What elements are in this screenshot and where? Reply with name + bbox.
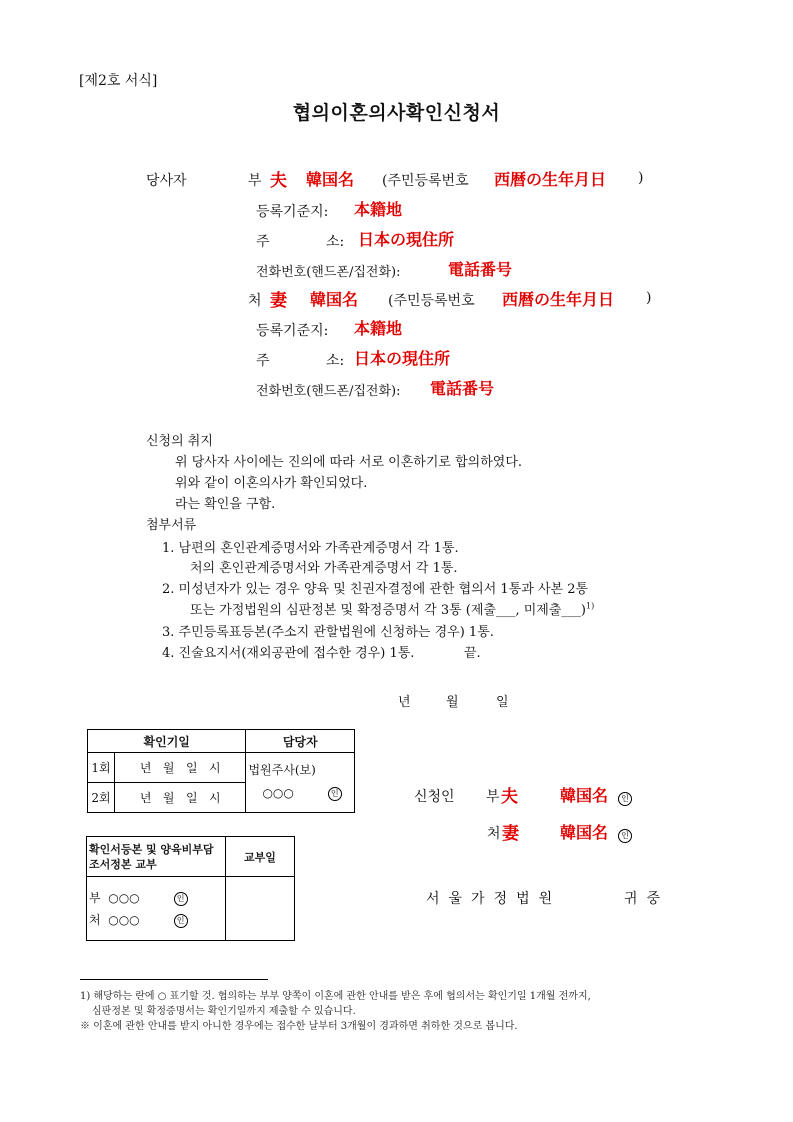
seal-icon: 인 <box>328 787 342 801</box>
wife-addr-label-2: 소: <box>326 353 345 369</box>
confirm-staff-cell <box>246 753 355 813</box>
issue-header-left: 확인서등본 및 양육비부담조서정본 교부 <box>87 837 226 877</box>
husband-phone-value: 電話番号 <box>448 260 513 279</box>
confirm-table <box>87 729 355 813</box>
husband-id-prefix: (주민등록번호 <box>382 173 469 189</box>
applicant-wife-kanji: 妻 <box>502 824 519 844</box>
husband-addr-label-2: 소: <box>326 234 345 250</box>
footnote-1-line-2: 심판정본 및 확정증명서는 확인기일까지 제출할 수 있습니다. <box>92 1006 356 1017</box>
confirm-row-2-no: 2회 <box>88 783 115 813</box>
wife-addr-label-1: 주 <box>256 353 270 369</box>
wife-phone-label: 전화번호(핸드폰/집전화): <box>256 384 401 399</box>
husband-phone-label: 전화번호(핸드폰/집전화): <box>256 265 401 280</box>
seal-icon: 인 <box>618 829 632 843</box>
parties-label: 당사자 <box>146 173 187 189</box>
husband-id-suffix: ) <box>638 170 644 186</box>
applicant-husband-name: 韓国名 <box>560 786 609 805</box>
applicant-label: 신청인 <box>414 789 455 805</box>
attachment-item-2: 2. 미성년자가 있는 경우 양육 및 친권자결정에 관한 협의서 1통과 사본 2통 <box>162 582 589 597</box>
wife-name: 韓国名 <box>310 290 359 309</box>
footnote-divider <box>80 979 268 980</box>
staff-signature <box>248 786 352 801</box>
husband-id-value: 西暦の生年月日 <box>494 170 607 189</box>
issue-date-cell <box>226 877 295 941</box>
confirm-header-staff: 담당자 <box>246 730 355 753</box>
wife-id-value: 西暦の生年月日 <box>502 290 615 309</box>
wife-phone-value: 電話番号 <box>430 379 495 398</box>
date-month: 월 <box>446 695 459 710</box>
attachment-item-1: 1. 남편의 혼인관계증명서와 가족관계증명서 각 1통. <box>162 541 459 556</box>
applicant-wife-role: 처 <box>487 826 501 842</box>
purpose-line-1: 위 당사자 사이에는 진의에 따라 서로 이혼하기로 합의하였다. <box>175 455 523 470</box>
staff-name: ○○○ <box>262 786 294 800</box>
wife-reg-value: 本籍地 <box>354 319 403 338</box>
attachment-item-4: 4. 진술요지서(재외공관에 접수한 경우) 1통. <box>162 646 415 661</box>
husband-kanji: 夫 <box>270 171 287 191</box>
date-day: 일 <box>496 695 509 710</box>
confirm-row-1-datetime: 년 월 일 시 <box>115 753 246 783</box>
confirm-row-1-no: 1회 <box>88 753 115 783</box>
footnote-mark: 1) <box>586 601 595 611</box>
form-number: [제2호 서식] <box>79 73 158 89</box>
page-title: 협의이혼의사확인신청서 <box>292 102 501 124</box>
husband-reg-label: 등록기준지: <box>256 204 329 220</box>
wife-kanji: 妻 <box>270 291 287 311</box>
purpose-line-2: 위와 같이 이혼의사가 확인되었다. <box>175 476 368 491</box>
attachments-end: 끝. <box>464 646 481 661</box>
date-year: 년 <box>398 695 411 710</box>
wife-reg-label: 등록기준지: <box>256 323 329 339</box>
seal-icon: 인 <box>174 914 188 928</box>
wife-addr-value: 日本の現住所 <box>354 349 451 368</box>
applicant-husband-role: 부 <box>486 789 500 805</box>
staff-title: 법원주사(보) <box>248 763 316 777</box>
court-suffix: 귀중 <box>624 891 670 907</box>
attachment-item-2b: 또는 가정법원의 심판정본 및 확정증명서 각 3통 (제출___, 미제출___)$^{1)}$ <box>190 601 595 618</box>
issue-recipients <box>87 877 226 941</box>
footnote-1-line-1: 1) 해당하는 란에 ○ 표기할 것. 협의하는 부부 양쪽이 이혼에 관한 안내를 받은 후에 협의서는 확인기일 1개월 전까지, <box>80 991 591 1002</box>
applicant-husband-kanji: 夫 <box>501 787 518 807</box>
confirm-header-date: 확인기일 <box>88 730 246 753</box>
issue-header-right: 교부일 <box>226 837 295 877</box>
wife-id-prefix: (주민등록번호 <box>388 293 475 309</box>
seal-icon: 인 <box>618 792 632 806</box>
purpose-line-3: 라는 확인을 구함. <box>175 497 276 512</box>
wife-role: 처 <box>248 293 262 309</box>
seal-icon: 인 <box>174 892 188 906</box>
attachments-heading: 첨부서류 <box>146 518 197 533</box>
husband-role: 부 <box>248 173 262 189</box>
issue-row-husband: 부 ○○○ 인 <box>89 887 223 909</box>
confirm-row-2-datetime: 년 월 일 시 <box>115 783 246 813</box>
husband-name: 韓国名 <box>306 170 355 189</box>
footnote-note: ※ 이혼에 관한 안내를 받지 아니한 경우에는 접수한 날부터 3개월이 경과하면 취하한 것으로 봅니다. <box>80 1021 518 1032</box>
wife-id-suffix: ) <box>646 290 652 306</box>
purpose-heading: 신청의 취지 <box>146 434 213 449</box>
issue-row-wife: 처 ○○○ 인 <box>89 909 223 931</box>
applicant-wife-name: 韓国名 <box>560 823 609 842</box>
attachment-item-3: 3. 주민등록표등본(주소지 관할법원에 신청하는 경우) 1통. <box>162 625 494 640</box>
court-name: 서울가정법원 <box>426 891 562 907</box>
attachment-item-1b: 처의 혼인관계증명서와 가족관계증명서 각 1통. <box>190 561 458 576</box>
issue-table <box>86 836 295 941</box>
husband-addr-label-1: 주 <box>256 234 270 250</box>
husband-reg-value: 本籍地 <box>354 200 403 219</box>
husband-addr-value: 日本の現住所 <box>358 230 455 249</box>
